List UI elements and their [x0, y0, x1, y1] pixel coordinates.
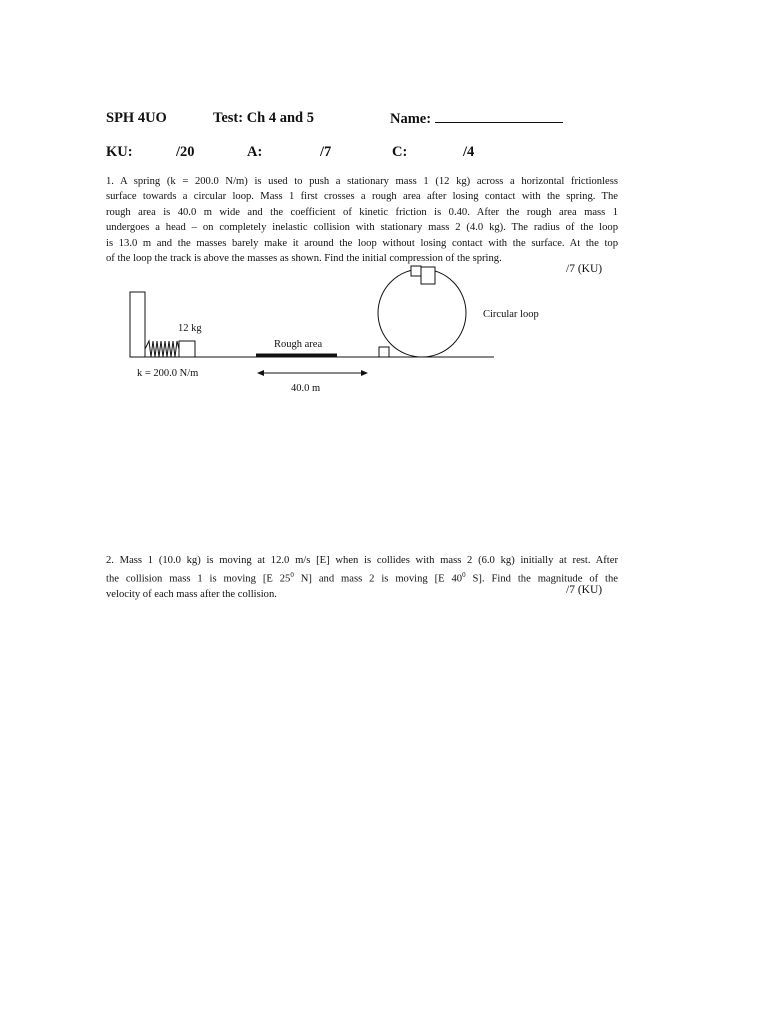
- question-2-line: [106, 568, 618, 587]
- ku-label: KU:: [106, 144, 133, 160]
- question-2-line: velocity of each mass after the collision.: [106, 589, 277, 601]
- ku-total: /20: [176, 144, 195, 160]
- name-label: Name:: [390, 111, 432, 127]
- question-1-diagram: [0, 0, 768, 420]
- test-title: Test: Ch 4 and 5: [213, 110, 314, 126]
- rough-area-label: Rough area: [274, 339, 323, 350]
- mass-1-label: 12 kg: [178, 323, 202, 334]
- question-1-line: is 13.0 m and the masses barely make it around the loop without losing contact with the surface. At the top: [106, 237, 618, 249]
- arrow-head-left: [257, 370, 264, 376]
- wall: [130, 292, 145, 357]
- mass-2-box: [379, 347, 389, 357]
- spring-constant-label: k = 200.0 N/m: [137, 368, 199, 379]
- top-mass-right: [421, 267, 435, 284]
- question-2-marks: /7 (KU): [566, 584, 603, 596]
- q2-line2-part3: S]. Find the magnitude of the: [465, 573, 618, 585]
- a-label: A:: [247, 144, 263, 160]
- distance-label: 40.0 m: [291, 383, 321, 394]
- q2-line2-part2: N] and mass 2 is moving [E 40: [293, 573, 463, 585]
- spring: [145, 341, 179, 357]
- question-1-line: of the loop the track is above the masses as shown. Find the initial compression of the spring.: [106, 253, 502, 265]
- question-1-line: undergoes a head – on completely inelastic collision with stationary mass 2 (4.0 kg). The radius of the loop: [106, 222, 618, 234]
- question-1-line: surface towards a circular loop. Mass 1 first crosses a rough area after losing contact with the spring. The: [106, 191, 618, 203]
- c-total: /4: [463, 144, 475, 160]
- c-label: C:: [392, 144, 408, 160]
- circular-loop-label: Circular loop: [483, 309, 539, 320]
- top-mass-left: [411, 266, 421, 276]
- question-1-line: rough area is 40.0 m wide and the coefficient of kinetic friction is 0.40. After the rough area mass 1: [106, 206, 618, 218]
- question-2-line: 2. Mass 1 (10.0 kg) is moving at 12.0 m/s [E] when is collides with mass 2 (6.0 kg) initially at rest. After: [106, 555, 618, 566]
- arrow-head-right: [361, 370, 368, 376]
- question-2-text: [106, 553, 618, 603]
- q2-line2-part1: the collision mass 1 is moving [E 25: [106, 573, 291, 585]
- question-1-marks: /7 (KU): [566, 263, 603, 275]
- degree-sup-2: 0: [462, 571, 466, 580]
- a-total: /7: [320, 144, 332, 160]
- question-1-line: 1. A spring (k = 200.0 N/m) is used to push a stationary mass 1 (12 kg) across a horizontal frictionless: [106, 176, 618, 187]
- degree-sup-1: 0: [290, 571, 294, 580]
- course-code: SPH 4UO: [106, 110, 167, 126]
- mass-1-box: [179, 341, 195, 357]
